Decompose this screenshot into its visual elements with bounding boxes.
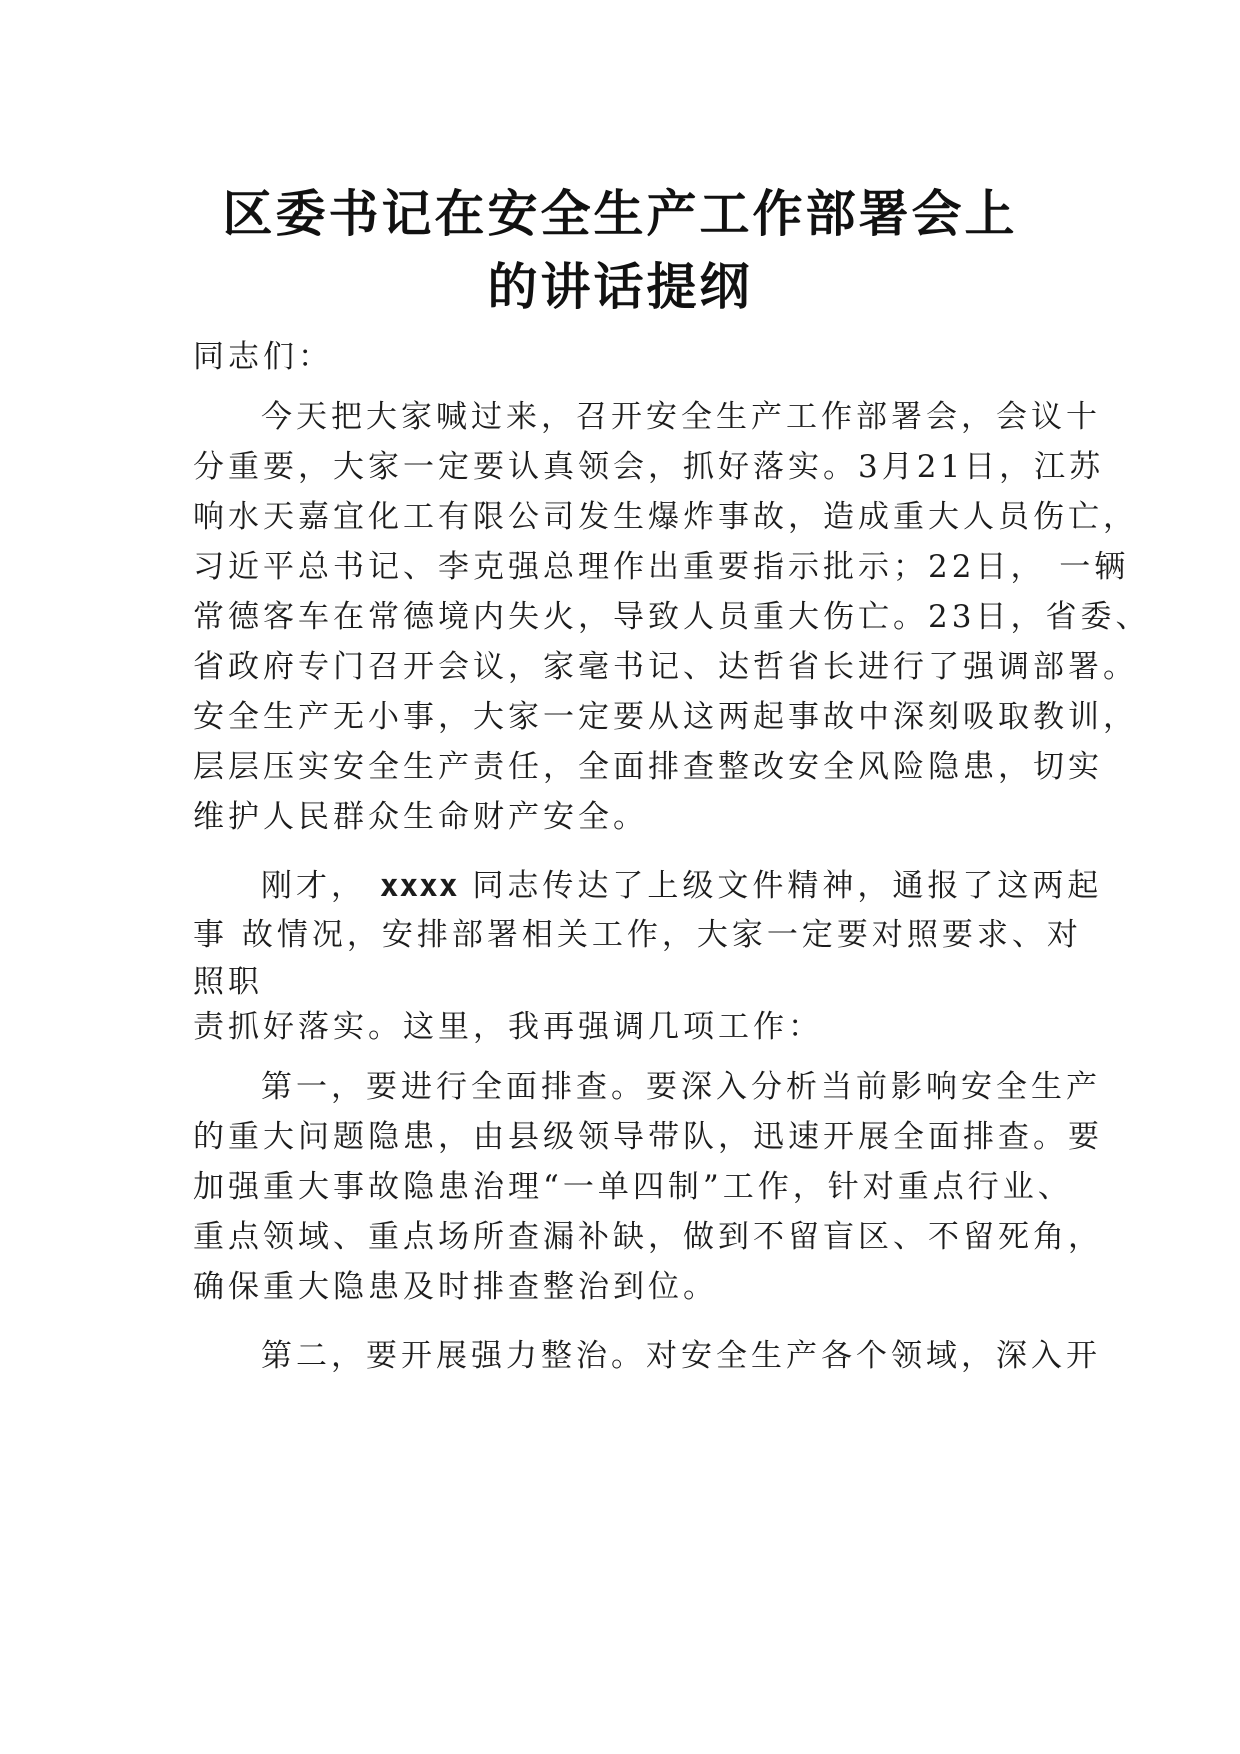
paragraph1-line: 维护人民群众生命财产安全。 bbox=[193, 799, 648, 835]
paragraph2-line1 bbox=[261, 860, 1102, 905]
title-line-2: 的讲话提纲 bbox=[487, 258, 753, 316]
paragraph2-line3: 照职 bbox=[193, 964, 263, 1000]
paragraph2-line2: 事 故情况，安排部署相关工作，大家一定要对照要求、对 bbox=[193, 917, 1082, 953]
paragraph3-line: 第一，要进行全面排查。要深入分析当前影响安全生产 bbox=[261, 1069, 1101, 1105]
paragraph2-line4: 责抓好落实。这里，我再强调几项工作： bbox=[193, 1009, 823, 1045]
paragraph2-prefix: 刚才， bbox=[261, 868, 366, 904]
paragraph3-line: 的重大问题隐患，由县级领导带队，迅速开展全面排查。要 bbox=[193, 1119, 1103, 1155]
paragraph3-line: 确保重大隐患及时排查整治到位。 bbox=[193, 1269, 718, 1305]
paragraph1-line: 常德客车在常德境内失火，导致人员重大伤亡。23日，省委、 bbox=[193, 599, 1151, 635]
salutation: 同志们： bbox=[193, 339, 333, 375]
paragraph3-line: 重点领域、重点场所查漏补缺，做到不留盲区、不留死角， bbox=[193, 1219, 1103, 1255]
paragraph1-line: 安全生产无小事，大家一定要从这两起事故中深刻吸取教训， bbox=[193, 699, 1138, 735]
paragraph3-line: 加强重大事故隐患治理“一单四制”工作，针对重点行业、 bbox=[193, 1169, 1073, 1205]
redacted-name: xxxx bbox=[379, 868, 459, 904]
paragraph1-line: 省政府专门召开会议，家毫书记、达哲省长进行了强调部署。 bbox=[193, 649, 1138, 685]
paragraph2-suffix: 同志传达了上级文件精神，通报了这两起 bbox=[472, 868, 1103, 904]
title-line-1: 区委书记在安全生产工作部署会上 bbox=[222, 185, 1018, 243]
paragraph1-line: 层层压实安全生产责任，全面排查整改安全风险隐患，切实 bbox=[193, 749, 1103, 785]
paragraph4-line: 第二，要开展强力整治。对安全生产各个领域，深入开 bbox=[261, 1338, 1101, 1374]
paragraph1-line: 习近平总书记、李克强总理作出重要指示批示；22日， 一辆 bbox=[193, 549, 1130, 585]
paragraph1-line: 响水天嘉宜化工有限公司发生爆炸事故，造成重大人员伤亡， bbox=[193, 499, 1138, 535]
paragraph1-line: 分重要，大家一定要认真领会，抓好落实。3月21日，江苏 bbox=[193, 449, 1105, 485]
document-title bbox=[0, 178, 1240, 324]
paragraph1-line: 今天把大家喊过来，召开安全生产工作部署会，会议十 bbox=[261, 399, 1101, 435]
